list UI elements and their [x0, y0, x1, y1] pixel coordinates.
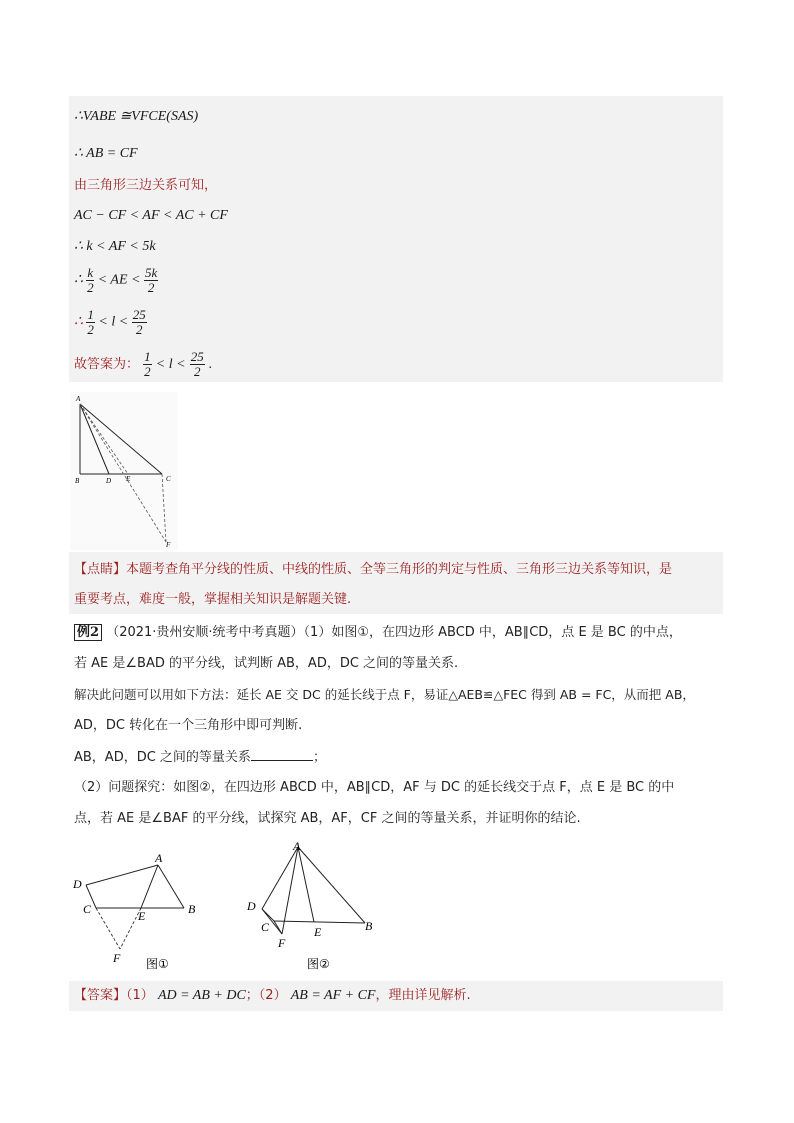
point-label-e: E [314, 925, 322, 939]
example-p2: 若 AE 是∠BAD 的平分线，试判断 AB，AD，DC 之间的等量关系. [74, 656, 459, 671]
fraction: $\frac{25}{2}$ [132, 307, 146, 337]
example-header [74, 624, 682, 642]
answer-line [74, 987, 471, 1005]
note-line-1 [74, 561, 672, 579]
figure-2-caption: 图② [307, 957, 330, 971]
example-source: （2021·贵州安顺·统考中考真题） [106, 625, 304, 640]
example-p4: AD，DC 转化在一个三角形中即可判断. [74, 718, 303, 733]
triangle-figure [70, 392, 178, 550]
point-label-d: D [106, 477, 112, 485]
answer-part2-equation: AB = AF + CF [290, 988, 376, 1003]
semicolon: ； [312, 750, 326, 765]
example-p6: （2）问题探究：如图②，在四边形 ABCD 中，AB∥CD，AF 与 DC 的延长线交于点 F，点 E 是 BC 的中 [74, 780, 675, 795]
point-label-e: E [126, 475, 131, 483]
point-label-b: B [365, 919, 373, 933]
answer-blank[interactable] [251, 748, 313, 761]
answer-tail: ，理由详见解析. [375, 988, 471, 1003]
proof-line-1: ∴VABE ≅VFCE(SAS) [74, 109, 199, 124]
point-label-e: E [138, 909, 146, 923]
point-label-f: F [278, 936, 286, 950]
period: . [208, 357, 213, 372]
figure-1-caption: 图① [146, 957, 169, 971]
inequality-text: < l < [155, 357, 186, 372]
point-label-b: B [75, 477, 80, 485]
point-label-c: C [166, 475, 171, 483]
point-label-c: C [83, 902, 92, 916]
figure-2-quadrilateral [240, 837, 380, 975]
fraction: $\frac{5k}{2}$ [144, 265, 158, 295]
proof-line-7 [74, 308, 147, 337]
point-label-a: A [76, 395, 81, 403]
answer-tag: 【答案】 [74, 988, 127, 1003]
example-p7: 点，若 AE 是∠BAF 的平分线，试探究 AB，AF，CF 之间的等量关系，并证明你的结论. [74, 811, 581, 826]
inequality-text: < AE < [97, 272, 141, 288]
fraction: $\frac{k}{2}$ [87, 265, 94, 295]
answer-part1-label: （1） [126, 988, 154, 1003]
figure-1-quadrilateral [66, 845, 216, 975]
example-p5 [74, 748, 326, 767]
proof-line-4: AC − CF < AF < AC + CF [74, 208, 228, 223]
relation-prompt: AB，AD，DC 之间的等量关系 [74, 750, 251, 765]
example-tag: 例2 [74, 624, 102, 641]
proof-line-3: 由三角形三边关系可知， [74, 178, 218, 193]
point-label-a: A [293, 839, 301, 853]
point-label-f: F [113, 951, 121, 965]
point-label-c: C [261, 920, 270, 934]
answer-prefix: 故答案为： [74, 357, 140, 372]
point-label-b: B [188, 902, 196, 916]
proof-line-2: ∴ AB = CF [74, 146, 138, 161]
fraction: $\frac{25}{2}$ [190, 349, 204, 379]
note-text: 本题考查角平分线的性质、中线的性质、全等三角形的判定与性质、三角形三边关系等知识，是 [126, 562, 673, 577]
proof-line-6 [74, 266, 158, 295]
proof-line-8 [74, 350, 212, 379]
point-label-d: D [73, 877, 82, 891]
proof-block [69, 96, 723, 382]
point-label-f: F [166, 541, 171, 549]
therefore-symbol: ∴ [74, 314, 83, 330]
note-line-2: 重要考点，难度一般，掌握相关知识是解题关键. [74, 592, 352, 607]
point-label-a: A [155, 851, 163, 865]
note-tag: 【点睛】 [74, 562, 127, 577]
fraction: $\frac{1}{2}$ [87, 307, 94, 337]
example-p3: 解决此问题可以用如下方法：延长 AE 交 DC 的延长线于点 F，易证△AEB≌△FEC 得到 AB = FC，从而把 AB， [74, 687, 695, 702]
proof-line-5: ∴ k < AF < 5k [74, 239, 156, 254]
answer-separator: ；（2） [245, 988, 287, 1003]
therefore-symbol: ∴ [74, 272, 83, 288]
answer-part1-equation: AD = AB + DC [157, 988, 246, 1003]
inequality-text: < l < [98, 314, 129, 330]
fraction: $\frac{1}{2}$ [144, 349, 151, 379]
point-label-d: D [247, 899, 256, 913]
example-p1: （1）如图①，在四边形 ABCD 中，AB∥CD，点 E 是 BC 的中点， [303, 625, 682, 640]
